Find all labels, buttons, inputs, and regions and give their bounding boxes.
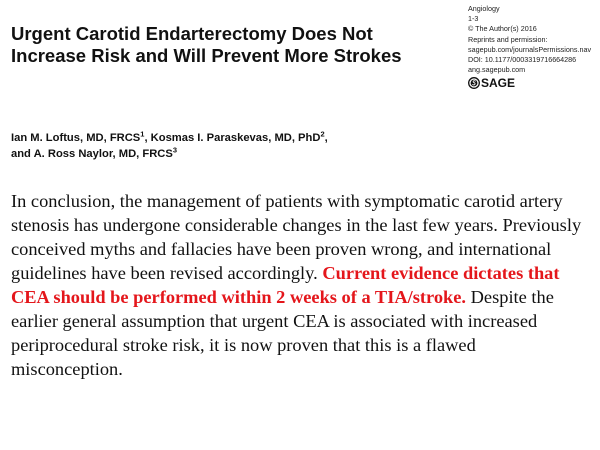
- author-separator: ,: [144, 132, 151, 144]
- reprints-url: sagepub.com/journalsPermissions.nav: [468, 44, 592, 54]
- author-line-1: [11, 130, 431, 146]
- author-loftus: Ian M. Loftus, MD, FRCS: [11, 132, 141, 144]
- author-naylor: A. Ross Naylor, MD, FRCS: [33, 148, 173, 160]
- publisher-mark: [468, 76, 598, 90]
- author-conjunction: and: [11, 148, 34, 160]
- excerpt-conclusion: Despite the earlier general assumption that urgent CEA is associated with increased periprocedural stroke risk, it is now proven that this is a flawed misconception.: [11, 287, 554, 379]
- author-paraskevas: Kosmas I. Paraskevas, MD, PhD: [150, 132, 321, 144]
- journal-website: ang.sagepub.com: [468, 65, 526, 75]
- article-title: Urgent Carotid Endarterectomy Does Not Increase Risk and Will Prevent More Strokes: [11, 23, 402, 66]
- affiliation-mark-3: 3: [172, 145, 178, 155]
- excerpt-highlight: Current evidence dictates that CEA should be performed within 2 weeks of a TIA/stroke.: [11, 263, 560, 307]
- copyright-notice: © The Author(s) 2016: [468, 24, 537, 34]
- reprints-label: Reprints and permission:: [468, 34, 548, 44]
- journal-name: Angiology: [468, 4, 500, 13]
- doi: DOI: 10.1177/0003319716664286: [468, 55, 577, 65]
- author-line-2: [11, 146, 431, 162]
- author-list: [11, 130, 431, 162]
- affiliation-mark-1: 1: [140, 129, 145, 139]
- sage-logo-icon: [468, 77, 480, 89]
- excerpt-intro: In conclusion, the management of patients with symptomatic carotid artery stenosis has undergone considerable changes in the last few years. Previously conceived myths and fallacies have been proven wrong, and international guidelines have been revised accordingly.: [11, 191, 582, 283]
- page-range: 1-3: [468, 14, 479, 24]
- publisher-name: SAGE: [481, 76, 516, 91]
- author-separator: ,: [324, 132, 328, 144]
- journal-meta: [468, 4, 598, 90]
- conclusion-excerpt: [11, 189, 591, 381]
- affiliation-mark-2: 2: [320, 129, 325, 139]
